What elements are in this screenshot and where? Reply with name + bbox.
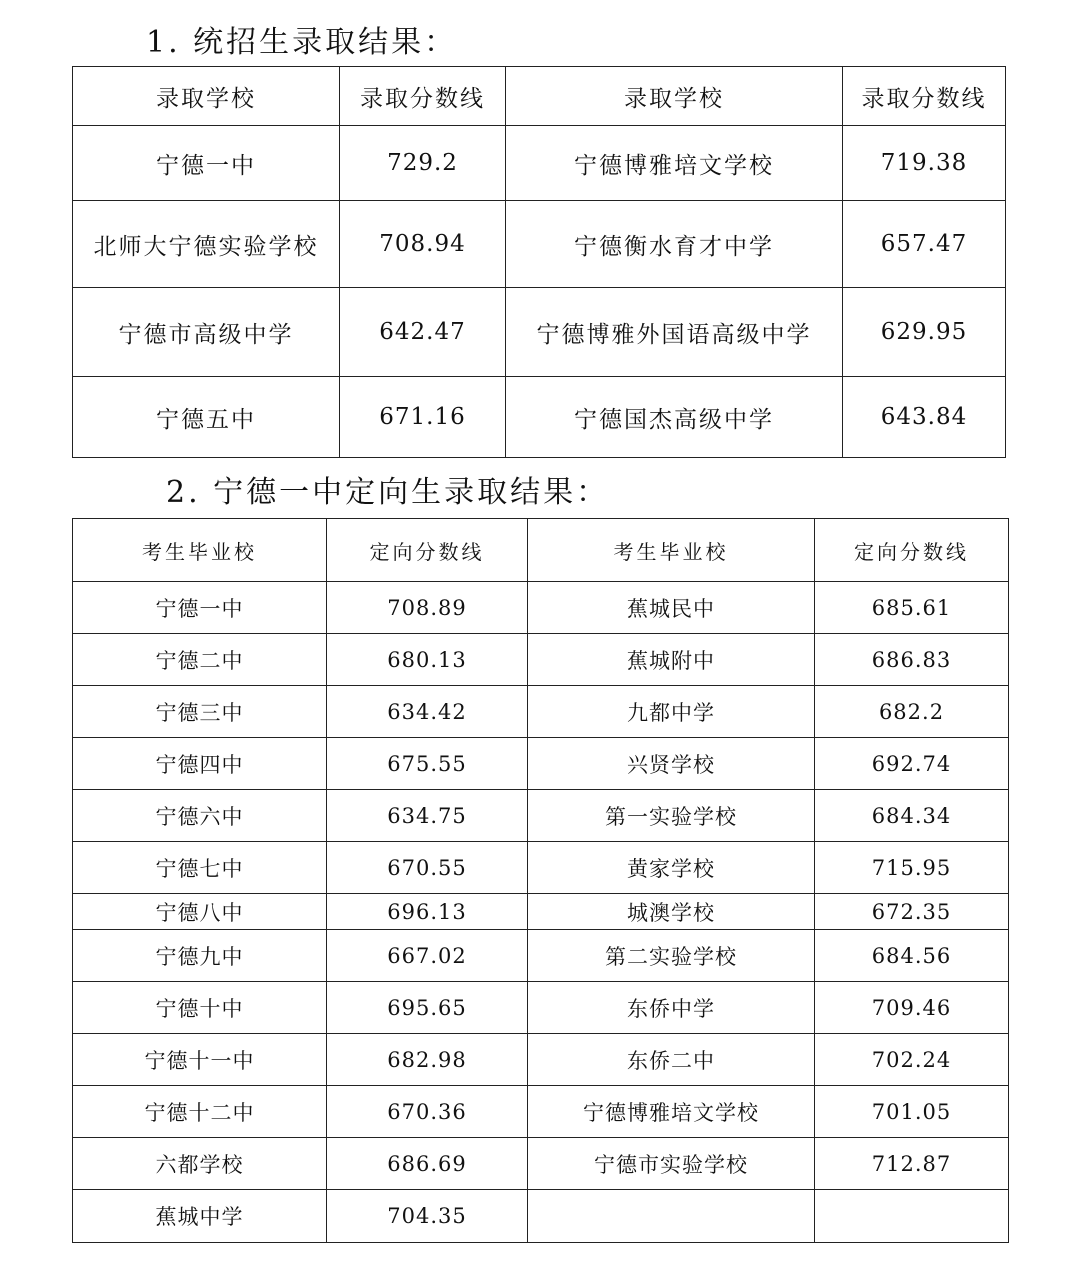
school-name: 宁德衡水育才中学 — [506, 201, 843, 288]
score-value: 686.69 — [327, 1138, 528, 1190]
score-value: 708.94 — [340, 201, 506, 288]
school-name: 宁德一中 — [73, 582, 327, 634]
table-row — [73, 201, 1006, 288]
score-value: 685.61 — [815, 582, 1009, 634]
school-name: 第二实验学校 — [528, 930, 815, 982]
table-row — [73, 288, 1006, 377]
score-value: 684.34 — [815, 790, 1009, 842]
table-row — [73, 582, 1009, 634]
column-header-score: 录取分数线 — [843, 67, 1006, 126]
school-name: 宁德十二中 — [73, 1086, 327, 1138]
school-name: 宁德五中 — [73, 377, 340, 458]
score-value: 708.89 — [327, 582, 528, 634]
school-name: 宁德市高级中学 — [73, 288, 340, 377]
column-header-directed-score: 定向分数线 — [327, 519, 528, 582]
score-value: 715.95 — [815, 842, 1009, 894]
table-row — [73, 634, 1009, 686]
score-value: 670.36 — [327, 1086, 528, 1138]
score-value: 672.35 — [815, 894, 1009, 930]
score-value: 682.98 — [327, 1034, 528, 1086]
column-header-directed-score: 定向分数线 — [815, 519, 1009, 582]
table-row — [73, 790, 1009, 842]
score-value: 657.47 — [843, 201, 1006, 288]
score-value: 667.02 — [327, 930, 528, 982]
school-name: 黄家学校 — [528, 842, 815, 894]
school-name: 宁德博雅培文学校 — [506, 126, 843, 201]
score-value: 634.75 — [327, 790, 528, 842]
table-row — [73, 738, 1009, 790]
column-header-school: 录取学校 — [506, 67, 843, 126]
score-value: 719.38 — [843, 126, 1006, 201]
score-value: 695.65 — [327, 982, 528, 1034]
score-value: 709.46 — [815, 982, 1009, 1034]
school-name: 宁德国杰高级中学 — [506, 377, 843, 458]
school-name: 蕉城中学 — [73, 1190, 327, 1243]
empty-cell — [528, 1190, 815, 1243]
table-row — [73, 1190, 1009, 1243]
school-name: 宁德一中 — [73, 126, 340, 201]
column-header-graduate-school: 考生毕业校 — [528, 519, 815, 582]
table-row — [73, 1086, 1009, 1138]
score-value: 634.42 — [327, 686, 528, 738]
empty-cell — [815, 1190, 1009, 1243]
school-name: 第一实验学校 — [528, 790, 815, 842]
school-name: 宁德市实验学校 — [528, 1138, 815, 1190]
school-name: 宁德二中 — [73, 634, 327, 686]
school-name: 宁德九中 — [73, 930, 327, 982]
school-name: 宁德博雅外国语高级中学 — [506, 288, 843, 377]
table-row — [73, 894, 1009, 930]
table-row — [73, 930, 1009, 982]
score-value: 684.56 — [815, 930, 1009, 982]
column-header-school: 录取学校 — [73, 67, 340, 126]
score-value: 729.2 — [340, 126, 506, 201]
section1-title: 1. 统招生录取结果： — [146, 25, 458, 60]
score-value: 692.74 — [815, 738, 1009, 790]
score-value: 629.95 — [843, 288, 1006, 377]
school-name: 宁德博雅培文学校 — [528, 1086, 815, 1138]
table-row — [73, 1034, 1009, 1086]
section2-title: 2. 宁德一中定向生录取结果： — [166, 475, 610, 510]
school-name: 宁德十一中 — [73, 1034, 327, 1086]
score-value: 702.24 — [815, 1034, 1009, 1086]
school-name: 蕉城附中 — [528, 634, 815, 686]
column-header-score: 录取分数线 — [340, 67, 506, 126]
school-name: 宁德八中 — [73, 894, 327, 930]
school-name: 东侨中学 — [528, 982, 815, 1034]
score-value: 680.13 — [327, 634, 528, 686]
score-value: 675.55 — [327, 738, 528, 790]
score-value: 670.55 — [327, 842, 528, 894]
school-name: 宁德六中 — [73, 790, 327, 842]
score-value: 682.2 — [815, 686, 1009, 738]
school-name: 宁德十中 — [73, 982, 327, 1034]
table-row — [73, 126, 1006, 201]
school-name: 宁德七中 — [73, 842, 327, 894]
score-value: 704.35 — [327, 1190, 528, 1243]
school-name: 宁德四中 — [73, 738, 327, 790]
table-row — [73, 686, 1009, 738]
table1-header-row — [73, 67, 1006, 126]
school-name: 九都中学 — [528, 686, 815, 738]
unified-admission-table — [72, 66, 1006, 458]
table-row — [73, 1138, 1009, 1190]
table-row — [73, 377, 1006, 458]
school-name: 兴贤学校 — [528, 738, 815, 790]
table-row — [73, 982, 1009, 1034]
school-name: 六都学校 — [73, 1138, 327, 1190]
directed-admission-table — [72, 518, 1009, 1243]
table2-header-row — [73, 519, 1009, 582]
score-value: 696.13 — [327, 894, 528, 930]
school-name: 城澳学校 — [528, 894, 815, 930]
score-value: 671.16 — [340, 377, 506, 458]
score-value: 712.87 — [815, 1138, 1009, 1190]
column-header-graduate-school: 考生毕业校 — [73, 519, 327, 582]
score-value: 701.05 — [815, 1086, 1009, 1138]
score-value: 642.47 — [340, 288, 506, 377]
school-name: 蕉城民中 — [528, 582, 815, 634]
school-name: 东侨二中 — [528, 1034, 815, 1086]
score-value: 686.83 — [815, 634, 1009, 686]
score-value: 643.84 — [843, 377, 1006, 458]
school-name: 北师大宁德实验学校 — [73, 201, 340, 288]
school-name: 宁德三中 — [73, 686, 327, 738]
table-row — [73, 842, 1009, 894]
